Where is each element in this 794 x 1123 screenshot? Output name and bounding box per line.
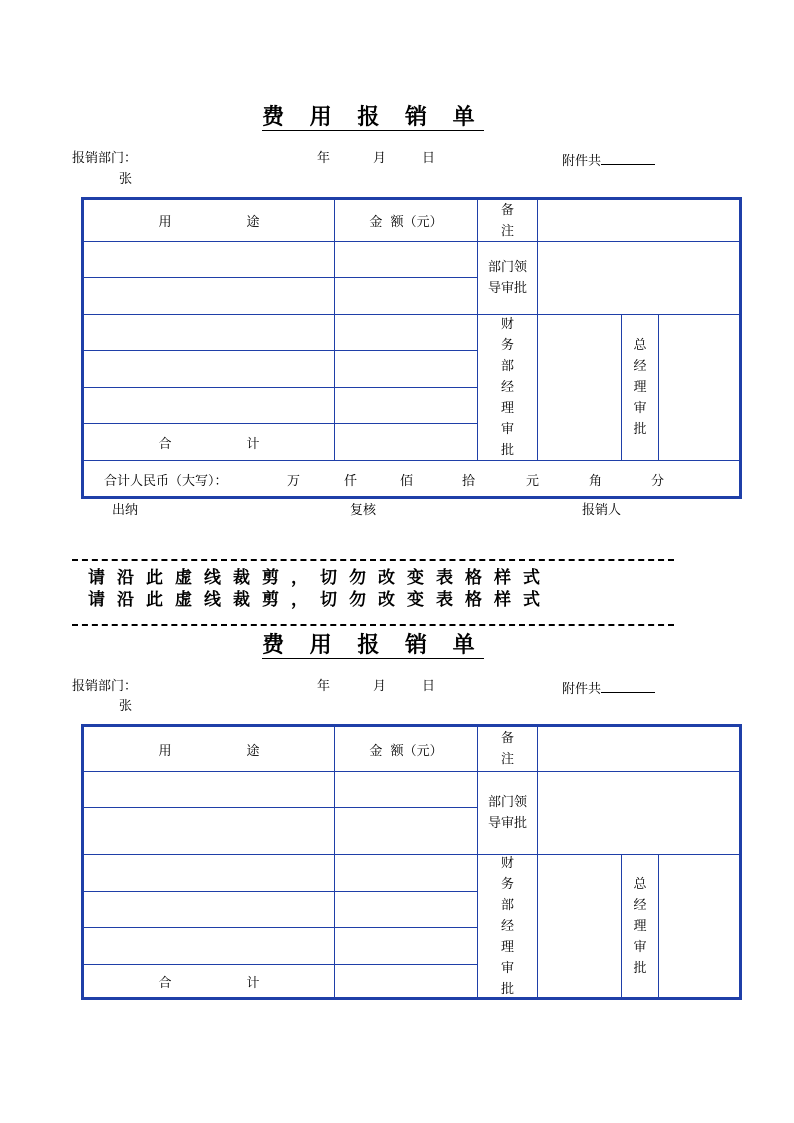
form-2-finance-approve-label: 财 务 部 经 理 审 批 [500, 855, 514, 997]
form-1-dept-approve-label: 部门领 导审批 [487, 260, 527, 296]
form-1-col-amount: 金 额（元） [369, 215, 443, 230]
form-1-rmb-unit: 佰 [400, 474, 414, 489]
form-2-col-purpose: 用 途 [158, 743, 260, 759]
form-1-attach [562, 152, 655, 168]
form-1-gm-approve-label: 总 经 理 审 批 [633, 338, 647, 437]
form-2-gm-approve-label: 总 经 理 审 批 [633, 876, 647, 976]
form-2-attach-blank[interactable] [601, 680, 655, 693]
form-2-title: 费 用 报 销 单 [262, 632, 484, 658]
form-2-remark-label: 备 注 [500, 731, 514, 767]
form-2-year: 年 [317, 679, 331, 694]
form-1-review: 复核 [350, 503, 377, 518]
form-1-dept-label: 报销部门： [72, 151, 138, 166]
form-1-claimant: 报销人 [582, 503, 622, 518]
cut-notice-1: 请沿此虚线裁剪，切勿改变表格样式 [88, 568, 552, 588]
cut-line-top [72, 559, 674, 561]
form-1-rmb-unit: 分 [651, 474, 665, 489]
form-1-remark-label: 备 注 [500, 202, 514, 239]
form-1-rmb-unit: 角 [589, 474, 603, 489]
form-1-attach-blank[interactable] [601, 152, 655, 165]
cut-notice-2: 请沿此虚线裁剪，切勿改变表格样式 [88, 590, 552, 610]
form-2-attach-label: 附件共 [562, 682, 602, 697]
form-1-attach-unit: 张 [119, 172, 133, 187]
form-1-month: 月 [373, 151, 387, 166]
form-1-title: 费 用 报 销 单 [262, 104, 484, 130]
form-1-attach-label: 附件共 [562, 154, 602, 169]
form-2-attach-unit: 张 [119, 699, 133, 714]
form-2-attach [562, 680, 655, 696]
form-1-col-purpose: 用 途 [158, 215, 260, 230]
form-1-rmb-unit: 拾 [462, 474, 476, 489]
form-1-rmb-unit: 仟 [344, 474, 358, 489]
form-2-dept-approve-label: 部门领 导审批 [487, 795, 527, 831]
cut-line-bottom [72, 624, 674, 626]
form-1-cashier: 出纳 [112, 503, 139, 518]
form-1-rmb-unit: 元 [526, 474, 540, 489]
form-1-rmb-label: 合计人民币（大写）： [104, 474, 228, 489]
form-2-table [81, 724, 742, 1000]
form-2-total-label: 合 计 [158, 975, 260, 991]
form-1-year: 年 [317, 151, 331, 166]
form-2-day: 日 [422, 679, 436, 694]
form-1-day: 日 [422, 151, 436, 166]
form-1-rmb-unit: 万 [287, 474, 301, 489]
form-2-dept-label: 报销部门： [72, 679, 138, 694]
form-1-table [81, 197, 742, 499]
form-1-finance-approve-label: 财 务 部 经 理 审 批 [500, 317, 514, 458]
form-2-month: 月 [373, 679, 387, 694]
form-1-total-label: 合 计 [158, 436, 260, 452]
form-2-col-amount: 金 额（元） [369, 743, 443, 759]
